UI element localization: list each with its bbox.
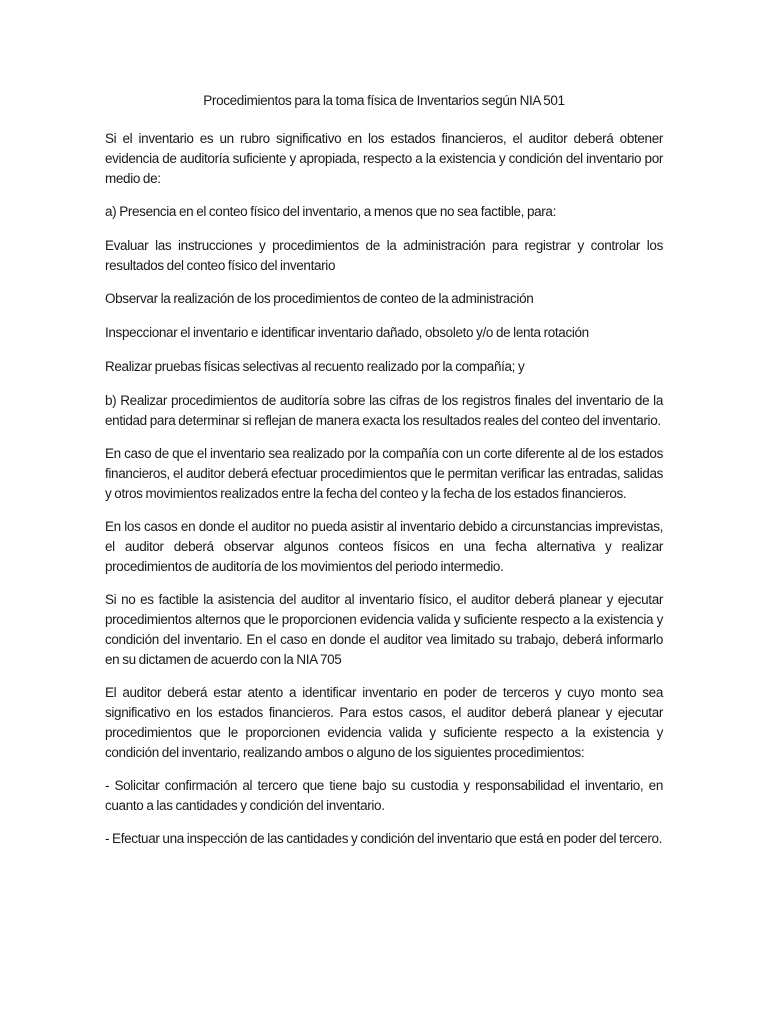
paragraph-alternative-procedures: Si no es factible la asistencia del auditor al inventario físico, el auditor deberá planear y ejecutar procedimientos alternos que le proporcionen evidencia valida y suficiente respecto a la existencia y condición del inventario. En el caso en donde el auditor vea limitado su trabajo, deberá informarlo en su dictamen de acuerdo con la NIA 705 — [105, 592, 663, 667]
paragraph-intro: Si el inventario es un rubro significativo en los estados financieros, el auditor deberá obtener evidencia de auditoría suficiente y apropiada, respecto a la existencia y condición del inventario por medio de: — [105, 131, 663, 186]
paragraph-third-parties: El auditor deberá estar atento a identificar inventario en poder de terceros y cuyo monto sea significativo en los estados financieros. Para estos casos, el auditor deberá planear y ejecutar procedimientos que le proporcionen evidencia valida y suficiente respecto a la existencia y condición del inventario, realizando ambos o alguno de los siguientes procedimientos: — [105, 685, 663, 760]
paragraph-tests: Realizar pruebas físicas selectivas al recuento realizado por la compañía; y — [105, 359, 525, 374]
paragraph-observe: Observar la realización de los procedimientos de conteo de la administración — [105, 291, 534, 306]
paragraph-cutoff: En caso de que el inventario sea realizado por la compañía con un corte diferente al de los estados financieros, el auditor deberá efectuar procedimientos que le permitan verificar las entradas, salidas y otros movimientos realizados entre la fecha del conteo y la fecha de los estados financieros. — [105, 446, 663, 501]
document-body — [105, 91, 663, 862]
paragraph-unforeseen: En los casos en donde el auditor no pueda asistir al inventario debido a circunstancias imprevistas, el auditor deberá observar algunos conteos físicos en una fecha alternativa y realizar procedimientos de auditoría de los movimientos del periodo intermedio. — [105, 519, 663, 574]
paragraph-inspect: Inspeccionar el inventario e identificar inventario dañado, obsoleto y/o de lenta rotación — [105, 325, 589, 340]
paragraph-item-a: a) Presencia en el conteo físico del inventario, a menos que no sea factible, para: — [105, 204, 556, 219]
paragraph-item-b: b) Realizar procedimientos de auditoría sobre las cifras de los registros finales del inventario de la entidad para determinar si reflejan de manera exacta los resultados reales del conteo del inventario. — [105, 393, 663, 428]
document-title: Procedimientos para la toma física de Inventarios según NIA 501 — [203, 93, 565, 108]
paragraph-confirmation: - Solicitar confirmación al tercero que tiene bajo su custodia y responsabilidad el inventario, en cuanto a las cantidades y condición del inventario. — [105, 778, 663, 813]
paragraph-evaluate: Evaluar las instrucciones y procedimientos de la administración para registrar y controlar los resultados del conteo físico del inventario — [105, 238, 663, 273]
paragraph-inspection: - Efectuar una inspección de las cantidades y condición del inventario que está en poder del tercero. — [105, 831, 663, 846]
